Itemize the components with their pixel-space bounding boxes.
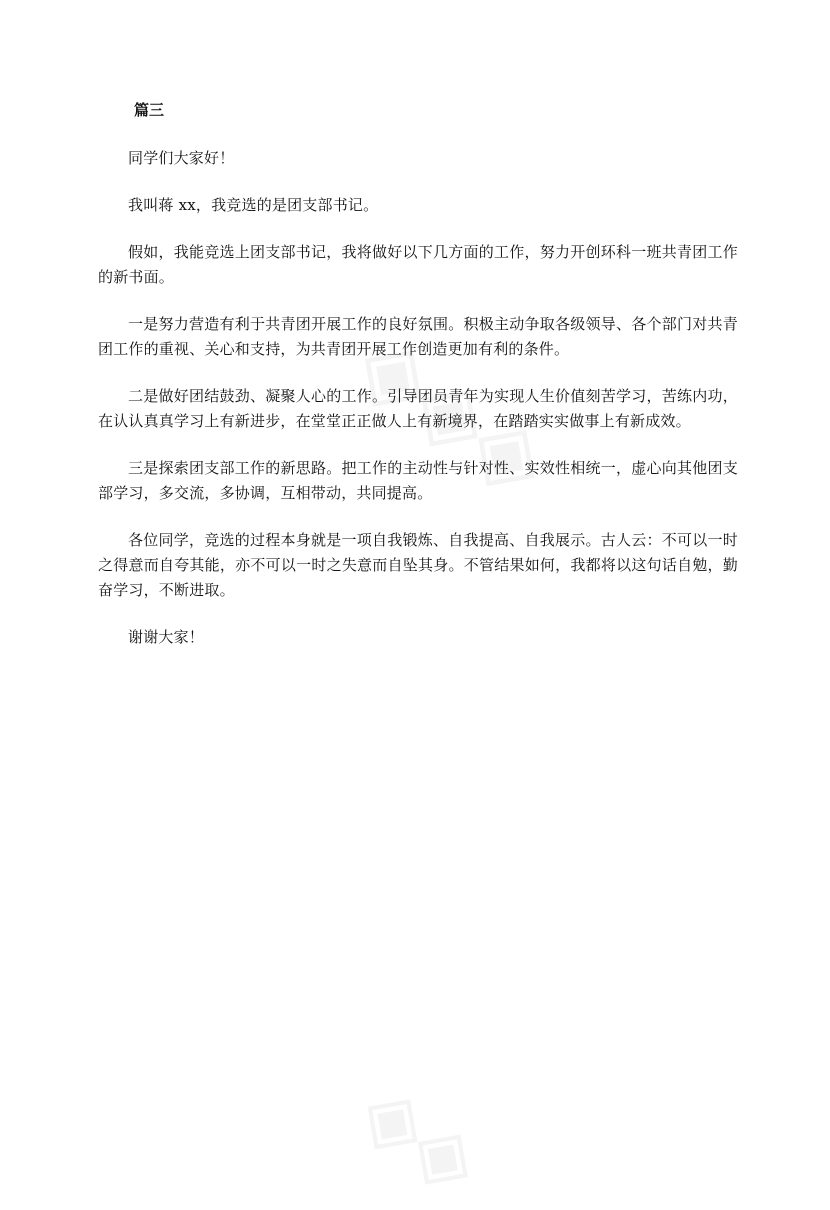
point-two-paragraph: 二是做好团结鼓劲、凝聚人心的工作。引导团员青年为实现人生价值刻苦学习，苦练内功，在认认真真学习上有新进步，在堂堂正正做人上有新境界，在踏踏实实做事上有新成效。 xyxy=(98,387,738,430)
point-three-paragraph: 三是探索团支部工作的新思路。把工作的主动性与针对性、实效性相统一，虚心向其他团支部学习，多交流，多协调，互相带动，共同提高。 xyxy=(98,459,738,502)
section-title: 篇三 xyxy=(134,101,165,119)
closing-paragraph: 各位同学，竞选的过程本身就是一项自我锻炼、自我提高、自我展示。古人云：不可以一时之得意而自夸其能，亦不可以一时之失意而自坠其身。不管结果如何，我都将以这句话自勉，勤奋学习，不断进取。 xyxy=(98,531,738,599)
watermark-logo-bottom xyxy=(344,1063,498,1210)
document-body xyxy=(98,98,738,672)
introduction-paragraph: 我叫蒋 xx，我竞选的是团支部书记。 xyxy=(128,196,379,214)
greeting-paragraph: 同学们大家好！ xyxy=(128,149,235,167)
plan-paragraph: 假如，我能竞选上团支部书记，我将做好以下几方面的工作，努力开创环科一班共青团工作的新书面。 xyxy=(98,243,738,286)
thanks-paragraph: 谢谢大家！ xyxy=(128,628,205,646)
point-one-paragraph: 一是努力营造有利于共青团开展工作的良好氛围。积极主动争取各级领导、各个部门对共青团工作的重视、关心和支持，为共青团开展工作创造更加有利的条件。 xyxy=(98,315,738,358)
